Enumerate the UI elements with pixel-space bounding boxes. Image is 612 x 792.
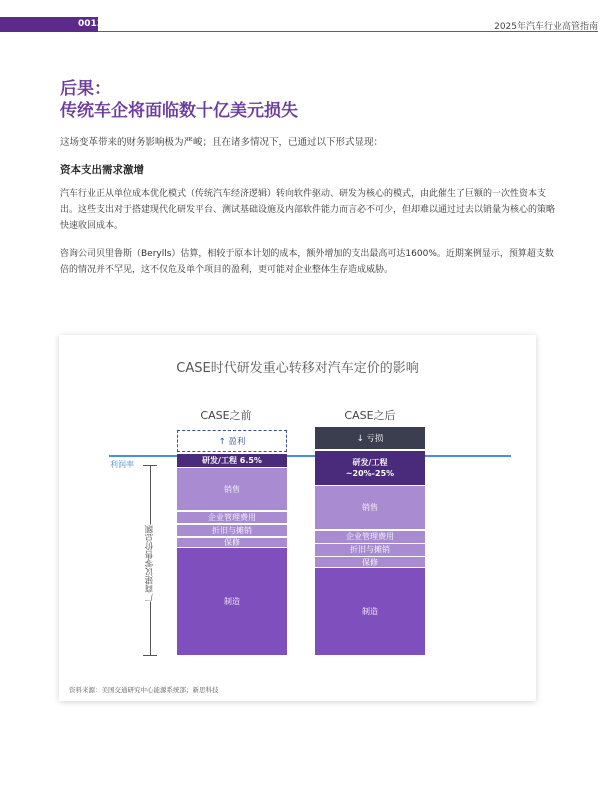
margin-label: 利润率 [110, 460, 134, 469]
bar-segment: 销售 [177, 468, 287, 510]
column-label-before: CASE之前 [200, 409, 252, 422]
bar-segment: 折旧与摊销 [315, 544, 425, 556]
bar-segment: 保修 [315, 557, 425, 567]
paragraph: 咨询公司贝里鲁斯（Berylls）估算，相较于原本计划的成本，额外增加的支出最高可达1600%。近期案例显示，预算超支数倍的情况并不罕见，这不仅危及单个项目的盈利，更可能对企业整体生存造成威胁。 [60, 249, 554, 275]
loss-indicator: ↓ 亏损 [315, 427, 425, 449]
axis-tick-top [143, 465, 157, 466]
section-title-line1: 后果： [60, 79, 111, 99]
bar-segment: 销售 [315, 486, 425, 529]
y-axis-label: 厂商建议零售价总额 [145, 525, 155, 602]
bar-segment: 保修 [177, 538, 287, 547]
chart-card [59, 335, 536, 701]
paragraph: 汽车行业正从单位成本优化模式（传统汽车经济逻辑）转向软件驱动、研发为核心的模式，由此催生了巨额的一次性资本支出。这些支出对于搭建现代化研发平台、测试基础设施及内部软件能力而言必不可少，但却难以通过过去以销量为核心的策略快速收回成本。 [60, 189, 556, 231]
profit-indicator: ↑ 盈利 [177, 430, 287, 452]
axis-tick-bottom [143, 655, 157, 656]
bar-segment: 折旧与摊销 [177, 525, 287, 537]
section-title [60, 78, 298, 122]
margin-line [109, 455, 511, 457]
document-title: 2025年汽车行业高管指南 [494, 22, 598, 32]
chart-title: CASE时代研发重心转移对汽车定价的影响 [176, 361, 419, 376]
section-title-line2: 传统车企将面临数十亿美元损失 [60, 101, 298, 121]
bar-segment: 企业管理费用 [315, 531, 425, 543]
bar-segment: 研发/工程 6.5% [177, 454, 287, 467]
subheading: 资本支出需求激增 [60, 164, 144, 176]
page-number-tab: 0013 [0, 17, 98, 32]
source-note: 资料来源：美国交通研究中心能源系统部；新思科技 [69, 686, 219, 694]
bar-segment: 制造 [177, 548, 287, 655]
bar-segment: 研发/工程 ~20%-25% [315, 451, 425, 485]
bar-segment: 制造 [315, 568, 425, 655]
column-label-after: CASE之后 [344, 409, 396, 422]
bar-segment: 企业管理费用 [177, 512, 287, 524]
intro-text: 这场变革带来的财务影响极为严峻；且在诸多情况下，已通过以下形式显现： [60, 137, 384, 148]
